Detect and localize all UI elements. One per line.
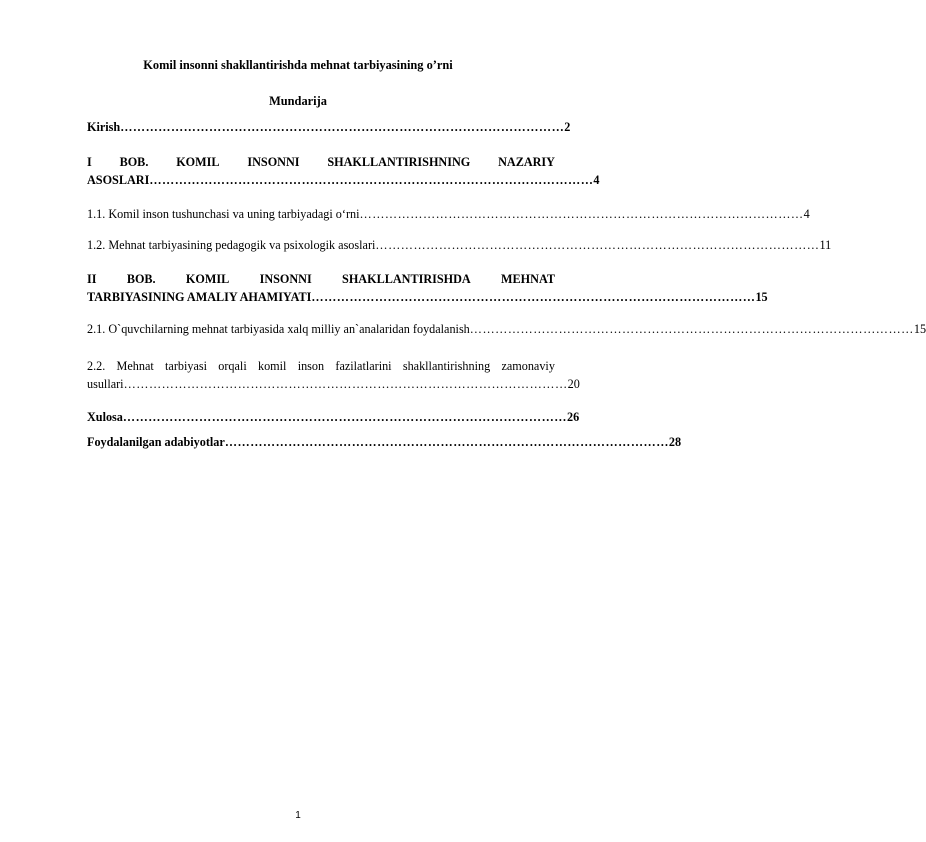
toc-entry-title: Kirish	[87, 120, 121, 134]
toc-leader: ……………………………………………………………………………………………	[149, 172, 594, 187]
toc-entry-chapter-1[interactable]	[87, 154, 600, 189]
page-number: 1	[295, 810, 301, 821]
toc-word: zamonaviy	[501, 359, 555, 373]
toc-word: SHAKLLANTIRISHDA	[342, 272, 471, 286]
toc-entry-2-2[interactable]	[87, 358, 580, 393]
toc-entry-title-line1	[87, 271, 555, 289]
toc-word: BOB.	[119, 155, 149, 169]
toc-entry-title: Xulosa	[87, 410, 123, 424]
toc-heading: Mundarija	[269, 94, 327, 108]
toc-entry-page: 26	[566, 410, 580, 424]
toc-entry-title: 1.2. Mehnat tarbiyasining pedagogik va psixologik asoslari	[87, 238, 376, 252]
toc-leader: ……………………………………………………………………………………………	[359, 207, 804, 221]
toc-leader: ……………………………………………………………………………………………	[375, 238, 820, 252]
toc-entry-title: 1.1. Komil inson tushunchasi va uning tarbiyadagi o‘rni	[87, 207, 360, 221]
toc-entry-page: 15	[755, 289, 768, 304]
toc-word: tarbiyasi	[165, 359, 208, 373]
toc-entry-1-2[interactable]	[87, 237, 832, 255]
toc-word: fazilatlarini	[335, 359, 392, 373]
toc-entry-page: 20	[567, 376, 580, 391]
toc-word: Mehnat	[116, 359, 154, 373]
toc-leader: ……………………………………………………………………………………………	[123, 376, 568, 391]
toc-word: 2.2.	[87, 359, 106, 373]
toc-entry-chapter-2[interactable]	[87, 271, 768, 306]
toc-entry-title: 2.1. O`quvchilarning mehnat tarbiyasida xalq milliy an`analaridan foydalanish	[87, 322, 470, 336]
toc-entry-title-line1	[87, 358, 555, 376]
document-title: Komil insonni shakllantirishda mehnat tarbiyasining o’rni	[143, 58, 453, 72]
toc-entry-page: 11	[819, 238, 832, 252]
toc-word: SHAKLLANTIRISHNING	[327, 155, 471, 169]
toc-word: I	[87, 155, 92, 169]
toc-word: NAZARIY	[498, 155, 555, 169]
toc-word: KOMIL	[176, 155, 220, 169]
toc-entry-page: 15	[913, 322, 926, 336]
toc-word: orqali	[218, 359, 247, 373]
toc-word: MEHNAT	[501, 272, 555, 286]
toc-word: INSONNI	[259, 272, 312, 286]
toc-leader: ……………………………………………………………………………………………	[469, 322, 914, 336]
toc-entry-title-line2: usullari	[87, 376, 124, 391]
toc-leader: ……………………………………………………………………………………………	[224, 435, 669, 449]
toc-entry-page: 4	[593, 172, 600, 187]
toc-word: komil	[257, 359, 287, 373]
toc-entry-xulosa[interactable]	[87, 409, 580, 427]
toc-entry-adabiyotlar[interactable]	[87, 434, 682, 452]
toc-word: INSONNI	[247, 155, 300, 169]
toc-entry-title-line2: ASOSLARI	[87, 172, 150, 187]
toc-entry-page: 2	[564, 120, 571, 134]
toc-entry-page: 28	[668, 435, 682, 449]
toc-word: II	[87, 272, 97, 286]
toc-leader: ……………………………………………………………………………………………	[120, 120, 565, 134]
toc-entry-2-1[interactable]	[87, 321, 926, 339]
toc-word: BOB.	[126, 272, 156, 286]
toc-entry-title: Foydalanilgan adabiyotlar	[87, 435, 225, 449]
toc-entry-kirish[interactable]	[87, 119, 571, 137]
toc-leader: ……………………………………………………………………………………………	[122, 410, 567, 424]
toc-entry-title-line1	[87, 154, 555, 172]
toc-entry-page: 4	[803, 207, 810, 221]
toc-entry-title-line2: TARBIYASINING AMALIY AHAMIYATI	[87, 289, 312, 304]
toc-leader: ……………………………………………………………………………………………	[311, 289, 756, 304]
toc-entry-1-1[interactable]	[87, 206, 810, 224]
toc-word: inson	[297, 359, 325, 373]
toc-word: shakllantirishning	[402, 359, 491, 373]
toc-word: KOMIL	[185, 272, 230, 286]
